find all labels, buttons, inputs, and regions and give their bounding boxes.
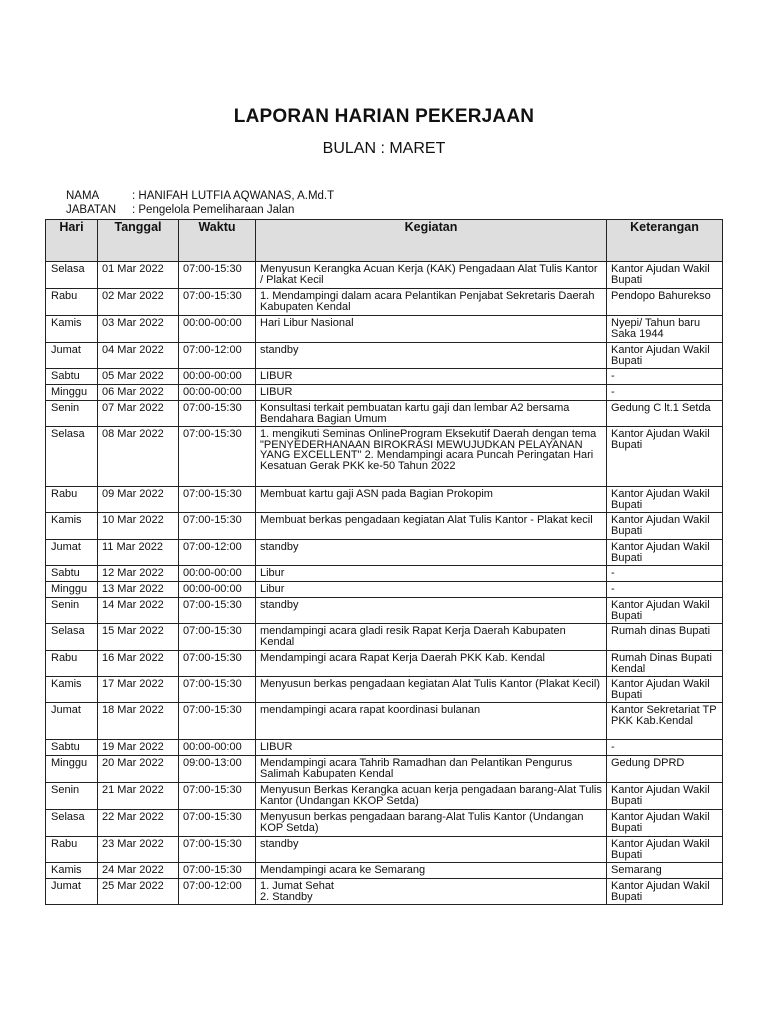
- table-row: [46, 401, 723, 427]
- table-row: [46, 316, 723, 343]
- table-row: [46, 783, 723, 810]
- cell-hari: Minggu: [46, 385, 98, 401]
- cell-waktu: 07:00-12:00: [179, 540, 256, 566]
- cell-keterangan: Semarang: [607, 863, 723, 879]
- cell-waktu: 07:00-15:30: [179, 677, 256, 703]
- table-row: [46, 740, 723, 756]
- cell-kegiatan: Menyusun Kerangka Acuan Kerja (KAK) Pengadaan Alat Tulis Kantor / Plakat Kecil: [256, 262, 607, 289]
- cell-tanggal: 08 Mar 2022: [98, 427, 179, 487]
- cell-tanggal: 12 Mar 2022: [98, 566, 179, 582]
- cell-tanggal: 01 Mar 2022: [98, 262, 179, 289]
- cell-hari: Jumat: [46, 540, 98, 566]
- cell-keterangan: Gedung C lt.1 Setda: [607, 401, 723, 427]
- cell-waktu: 09:00-13:00: [179, 756, 256, 783]
- cell-keterangan: Gedung DPRD: [607, 756, 723, 783]
- cell-waktu: 00:00-00:00: [179, 385, 256, 401]
- table-row: [46, 289, 723, 316]
- table-row: [46, 703, 723, 740]
- cell-waktu: 07:00-15:30: [179, 703, 256, 740]
- cell-tanggal: 11 Mar 2022: [98, 540, 179, 566]
- cell-tanggal: 22 Mar 2022: [98, 810, 179, 837]
- cell-kegiatan: Membuat berkas pengadaan kegiatan Alat Tulis Kantor - Plakat kecil: [256, 513, 607, 540]
- cell-keterangan: Kantor Sekretariat TP PKK Kab.Kendal: [607, 703, 723, 740]
- cell-keterangan: Kantor Ajudan Wakil Bupati: [607, 262, 723, 289]
- cell-kegiatan: Konsultasi terkait pembuatan kartu gaji dan lembar A2 bersama Bendahara Bagian Umum: [256, 401, 607, 427]
- table-row: [46, 582, 723, 598]
- table-row: [46, 427, 723, 487]
- table-row: [46, 810, 723, 837]
- cell-waktu: 07:00-15:30: [179, 810, 256, 837]
- table-row: [46, 863, 723, 879]
- table-row: [46, 262, 723, 289]
- cell-tanggal: 25 Mar 2022: [98, 879, 179, 905]
- cell-hari: Sabtu: [46, 566, 98, 582]
- table-row: [46, 513, 723, 540]
- table-row: [46, 385, 723, 401]
- cell-hari: Rabu: [46, 837, 98, 863]
- employee-position-line: [66, 204, 294, 216]
- cell-hari: Senin: [46, 783, 98, 810]
- cell-tanggal: 07 Mar 2022: [98, 401, 179, 427]
- table-row: [46, 369, 723, 385]
- report-title: LAPORAN HARIAN PEKERJAAN: [233, 106, 535, 127]
- cell-keterangan: -: [607, 566, 723, 582]
- cell-waktu: 07:00-15:30: [179, 289, 256, 316]
- cell-tanggal: 15 Mar 2022: [98, 624, 179, 651]
- cell-waktu: 07:00-15:30: [179, 487, 256, 513]
- cell-waktu: 07:00-15:30: [179, 401, 256, 427]
- cell-hari: Kamis: [46, 513, 98, 540]
- cell-tanggal: 17 Mar 2022: [98, 677, 179, 703]
- cell-tanggal: 03 Mar 2022: [98, 316, 179, 343]
- cell-kegiatan: Mendampingi acara Tahrib Ramadhan dan Pelantikan Pengurus Salimah Kabupaten Kendal: [256, 756, 607, 783]
- cell-kegiatan: LIBUR: [256, 369, 607, 385]
- cell-keterangan: Kantor Ajudan Wakil Bupati: [607, 677, 723, 703]
- cell-hari: Jumat: [46, 879, 98, 905]
- column-header-tanggal: Tanggal: [98, 220, 179, 262]
- cell-keterangan: Kantor Ajudan Wakil Bupati: [607, 837, 723, 863]
- table-row: [46, 598, 723, 624]
- cell-tanggal: 04 Mar 2022: [98, 343, 179, 369]
- table-header-row: [46, 220, 723, 262]
- cell-waktu: 00:00-00:00: [179, 566, 256, 582]
- table-row: [46, 343, 723, 369]
- cell-waktu: 07:00-15:30: [179, 427, 256, 487]
- cell-waktu: 00:00-00:00: [179, 740, 256, 756]
- table-row: [46, 540, 723, 566]
- cell-tanggal: 02 Mar 2022: [98, 289, 179, 316]
- cell-keterangan: Kantor Ajudan Wakil Bupati: [607, 540, 723, 566]
- cell-keterangan: Rumah dinas Bupati: [607, 624, 723, 651]
- cell-waktu: 07:00-15:30: [179, 598, 256, 624]
- cell-tanggal: 16 Mar 2022: [98, 651, 179, 677]
- cell-kegiatan: mendampingi acara gladi resik Rapat Kerja Daerah Kabupaten Kendal: [256, 624, 607, 651]
- cell-tanggal: 06 Mar 2022: [98, 385, 179, 401]
- cell-hari: Jumat: [46, 343, 98, 369]
- cell-keterangan: Kantor Ajudan Wakil Bupati: [607, 427, 723, 487]
- column-header-hari: Hari: [46, 220, 98, 262]
- cell-kegiatan: standby: [256, 343, 607, 369]
- cell-kegiatan: 1. Mendampingi dalam acara Pelantikan Penjabat Sekretaris Daerah Kabupaten Kendal: [256, 289, 607, 316]
- cell-hari: Selasa: [46, 624, 98, 651]
- cell-keterangan: Nyepi/ Tahun baru Saka 1944: [607, 316, 723, 343]
- cell-kegiatan: Mendampingi acara Rapat Kerja Daerah PKK Kab. Kendal: [256, 651, 607, 677]
- column-header-keterangan: Keterangan: [607, 220, 723, 262]
- cell-waktu: 07:00-15:30: [179, 262, 256, 289]
- cell-kegiatan: standby: [256, 540, 607, 566]
- cell-waktu: 07:00-12:00: [179, 879, 256, 905]
- cell-hari: Kamis: [46, 316, 98, 343]
- cell-waktu: 07:00-15:30: [179, 783, 256, 810]
- cell-waktu: 00:00-00:00: [179, 316, 256, 343]
- cell-kegiatan: 1. mengikuti Seminas OnlineProgram Eksekutif Daerah dengan tema "PENYEDERHANAAN BIROKRASI MEWUJUDKAN PELAYANAN YANG EXCELLENT" 2. Mendampingi acara Puncah Peringatan Hari Kesatuan Gerak PKK ke-50 Tahun 2022: [256, 427, 607, 487]
- cell-waktu: 07:00-15:30: [179, 651, 256, 677]
- cell-hari: Selasa: [46, 427, 98, 487]
- cell-hari: Rabu: [46, 651, 98, 677]
- table-row: [46, 837, 723, 863]
- cell-hari: Selasa: [46, 262, 98, 289]
- cell-kegiatan: standby: [256, 598, 607, 624]
- cell-tanggal: 21 Mar 2022: [98, 783, 179, 810]
- cell-hari: Kamis: [46, 677, 98, 703]
- cell-keterangan: -: [607, 369, 723, 385]
- cell-tanggal: 05 Mar 2022: [98, 369, 179, 385]
- table-row: [46, 566, 723, 582]
- cell-tanggal: 19 Mar 2022: [98, 740, 179, 756]
- cell-kegiatan: LIBUR: [256, 385, 607, 401]
- cell-tanggal: 24 Mar 2022: [98, 863, 179, 879]
- table-row: [46, 677, 723, 703]
- cell-tanggal: 20 Mar 2022: [98, 756, 179, 783]
- name-label: NAMA: [66, 190, 100, 202]
- cell-tanggal: 13 Mar 2022: [98, 582, 179, 598]
- table-row: [46, 651, 723, 677]
- cell-waktu: 00:00-00:00: [179, 582, 256, 598]
- cell-hari: Jumat: [46, 703, 98, 740]
- cell-waktu: 07:00-15:30: [179, 837, 256, 863]
- cell-kegiatan: Hari Libur Nasional: [256, 316, 607, 343]
- cell-kegiatan: Mendampingi acara ke Semarang: [256, 863, 607, 879]
- cell-keterangan: -: [607, 582, 723, 598]
- cell-hari: Sabtu: [46, 740, 98, 756]
- cell-keterangan: Pendopo Bahurekso: [607, 289, 723, 316]
- cell-hari: Selasa: [46, 810, 98, 837]
- cell-waktu: 07:00-15:30: [179, 513, 256, 540]
- report-subtitle: BULAN : MARET: [322, 140, 446, 157]
- cell-hari: Minggu: [46, 582, 98, 598]
- daily-report-table: [45, 219, 723, 905]
- cell-waktu: 07:00-15:30: [179, 624, 256, 651]
- cell-keterangan: Kantor Ajudan Wakil Bupati: [607, 783, 723, 810]
- table-row: [46, 879, 723, 905]
- cell-kegiatan: 1. Jumat Sehat 2. Standby: [256, 879, 607, 905]
- cell-keterangan: -: [607, 385, 723, 401]
- cell-hari: Rabu: [46, 289, 98, 316]
- cell-hari: Senin: [46, 401, 98, 427]
- cell-kegiatan: Libur: [256, 566, 607, 582]
- cell-keterangan: Kantor Ajudan Wakil Bupati: [607, 810, 723, 837]
- cell-hari: Kamis: [46, 863, 98, 879]
- cell-waktu: 07:00-15:30: [179, 863, 256, 879]
- cell-keterangan: Rumah Dinas Bupati Kendal: [607, 651, 723, 677]
- cell-waktu: 00:00-00:00: [179, 369, 256, 385]
- cell-keterangan: Kantor Ajudan Wakil Bupati: [607, 513, 723, 540]
- cell-tanggal: 14 Mar 2022: [98, 598, 179, 624]
- name-value: : HANIFAH LUTFIA AQWANAS, A.Md.T: [132, 190, 335, 202]
- cell-kegiatan: Libur: [256, 582, 607, 598]
- table-row: [46, 624, 723, 651]
- cell-tanggal: 10 Mar 2022: [98, 513, 179, 540]
- cell-tanggal: 09 Mar 2022: [98, 487, 179, 513]
- position-label: JABATAN: [66, 204, 117, 216]
- table-body: [46, 262, 723, 905]
- cell-hari: Sabtu: [46, 369, 98, 385]
- cell-keterangan: Kantor Ajudan Wakil Bupati: [607, 598, 723, 624]
- cell-hari: Rabu: [46, 487, 98, 513]
- table-row: [46, 487, 723, 513]
- cell-keterangan: Kantor Ajudan Wakil Bupati: [607, 343, 723, 369]
- cell-kegiatan: Menyusun berkas pengadaan kegiatan Alat Tulis Kantor (Plakat Kecil): [256, 677, 607, 703]
- cell-kegiatan: LIBUR: [256, 740, 607, 756]
- cell-kegiatan: Menyusun berkas pengadaan barang-Alat Tulis Kantor (Undangan KOP Setda): [256, 810, 607, 837]
- cell-tanggal: 23 Mar 2022: [98, 837, 179, 863]
- cell-hari: Minggu: [46, 756, 98, 783]
- cell-kegiatan: Membuat kartu gaji ASN pada Bagian Prokopim: [256, 487, 607, 513]
- column-header-waktu: Waktu: [179, 220, 256, 262]
- cell-kegiatan: Menyusun Berkas Kerangka acuan kerja pengadaan barang-Alat Tulis Kantor (Undangan KKOP Setda): [256, 783, 607, 810]
- cell-keterangan: Kantor Ajudan Wakil Bupati: [607, 487, 723, 513]
- employee-name-line: [66, 190, 334, 202]
- cell-hari: Senin: [46, 598, 98, 624]
- cell-keterangan: -: [607, 740, 723, 756]
- cell-keterangan: Kantor Ajudan Wakil Bupati: [607, 879, 723, 905]
- table-row: [46, 756, 723, 783]
- cell-waktu: 07:00-12:00: [179, 343, 256, 369]
- position-value: : Pengelola Pemeliharaan Jalan: [132, 204, 295, 216]
- cell-kegiatan: standby: [256, 837, 607, 863]
- cell-tanggal: 18 Mar 2022: [98, 703, 179, 740]
- cell-kegiatan: mendampingi acara rapat koordinasi bulanan: [256, 703, 607, 740]
- column-header-kegiatan: Kegiatan: [256, 220, 607, 262]
